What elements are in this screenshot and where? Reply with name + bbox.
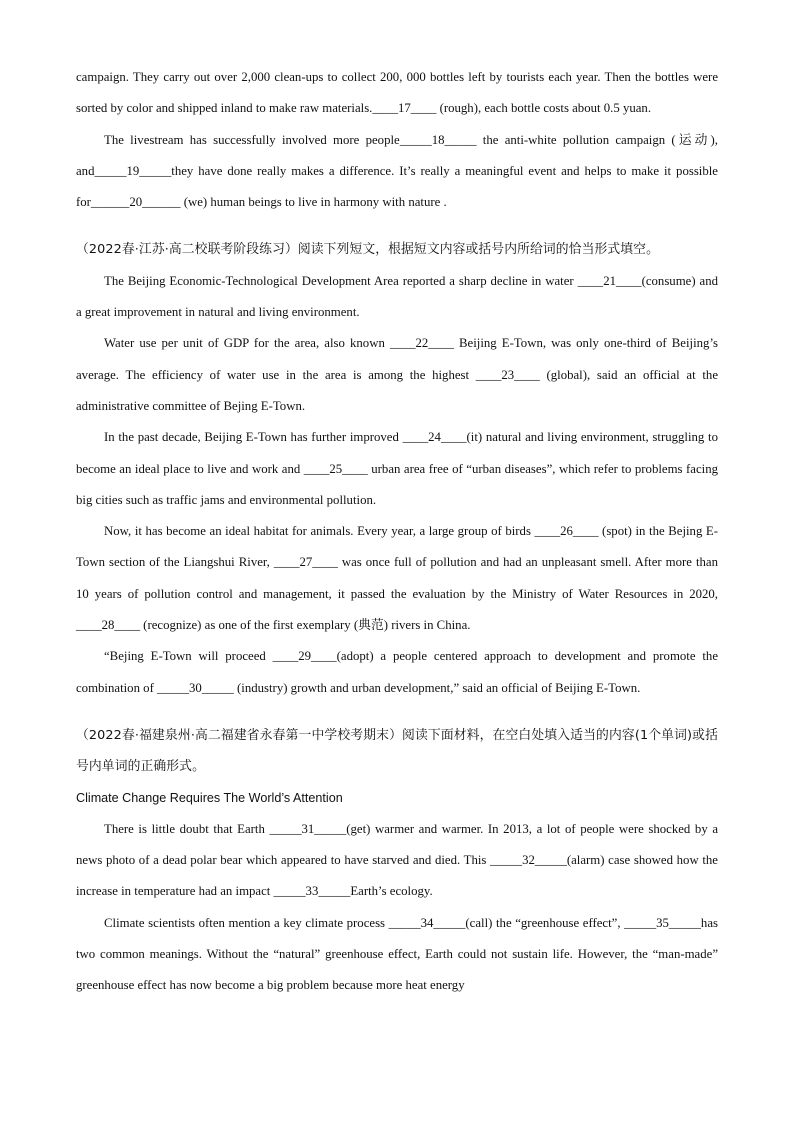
section3-paragraph2 xyxy=(76,908,718,1002)
text: Water use per unit of GDP for the area, also known xyxy=(104,336,390,351)
text: (recognize) as one of the first exemplary (典范) rivers in China. xyxy=(139,618,471,633)
blank-22[interactable]: ____22____ xyxy=(389,336,454,351)
section3-title: Climate Change Requires The World’s Attention xyxy=(76,790,343,805)
blank-21[interactable]: ____21____ xyxy=(577,273,642,288)
text: Earth’s ecology. xyxy=(350,884,433,899)
blank-20[interactable]: ______20______ xyxy=(90,195,181,210)
text: (adopt) a people centered approach to development and promote the combination of xyxy=(76,649,719,695)
section2-paragraph2 xyxy=(76,328,718,422)
text: (alarm) case showed how the increase in temperature had an impact xyxy=(76,853,718,899)
blank-32[interactable]: _____32_____ xyxy=(490,853,567,868)
text: (consume) and a great improvement in natural and living environment. xyxy=(76,273,718,320)
text: the anti-white pollution campaign (运动), and xyxy=(76,132,718,178)
text: “Bejing E-Town will proceed xyxy=(104,649,273,664)
text: (spot) in the Bejing E-Town section of the Liangshui River, xyxy=(76,524,719,570)
blank-29[interactable]: ____29____ xyxy=(272,649,337,664)
blank-34[interactable]: _____34_____ xyxy=(388,915,466,930)
text: Beijing E-Town, was only one-third of Beijing’s average. The efficiency of water use in the area is among the highest xyxy=(76,336,718,382)
text: has two common meanings. Without the “natural” greenhouse effect, Earth could not sustain life. However, the “man-made” greenhouse effect has now become a big problem because more heat energy xyxy=(76,915,718,993)
blank-28[interactable]: ____28____ xyxy=(76,618,140,633)
blank-27[interactable]: ____27____ xyxy=(273,555,338,570)
text: (we) human beings to live in harmony with nature . xyxy=(180,195,447,210)
text: In the past decade, Beijing E-Town has further improved xyxy=(104,430,403,445)
text: urban area free of “urban diseases”, which refer to problems facing big cities such as traffic jams and environmental pollution. xyxy=(76,461,718,507)
blank-31[interactable]: _____31_____ xyxy=(269,821,347,836)
text: (industry) growth and urban development,” said an official of Beijing E-Town. xyxy=(233,680,641,695)
section2-paragraph3 xyxy=(76,422,718,516)
text: (it) natural and living environment, struggling to become an ideal place to live and work and xyxy=(76,430,718,476)
blank-25[interactable]: ____25____ xyxy=(303,461,368,476)
blank-33[interactable]: _____33_____ xyxy=(273,884,351,899)
blank-19[interactable]: _____19_____ xyxy=(94,163,172,178)
blank-35[interactable]: _____35_____ xyxy=(624,915,701,930)
text: Now, it has become an ideal habitat for animals. Every year, a large group of birds xyxy=(104,524,535,539)
worksheet-page xyxy=(76,62,718,1002)
blank-23[interactable]: ____23____ xyxy=(475,367,540,382)
section3-header: （2022春·福建泉州·高二福建省永春第一中学校考期末）阅读下面材料，在空白处填入适当的内容(1个单词)或括号内单词的正确形式。 xyxy=(76,727,718,775)
text: The livestream has successfully involved more people xyxy=(104,132,400,147)
text: (call) the “greenhouse effect”, xyxy=(465,915,625,930)
text: (get) warmer and warmer. In 2013, a lot of people were shocked by a news photo of a dead polar bear which appeared to have starved and died. This xyxy=(76,821,718,868)
section3-paragraph1 xyxy=(76,814,718,908)
section2-paragraph1 xyxy=(76,266,718,329)
text: The Beijing Economic-Technological Development Area reported a sharp decline in water xyxy=(104,273,578,288)
passage1-paragraph2 xyxy=(76,125,718,219)
text: Climate scientists often mention a key climate process xyxy=(104,915,389,930)
blank-26[interactable]: ____26____ xyxy=(534,524,599,539)
section2-paragraph4 xyxy=(76,516,718,641)
blank-18[interactable]: _____18_____ xyxy=(399,132,477,147)
section2-paragraph5 xyxy=(76,641,718,704)
blank-17[interactable]: ____17____ xyxy=(372,101,437,116)
blank-30[interactable]: _____30_____ xyxy=(157,680,234,695)
text: (global), said an official at the administrative committee of Bejing E-Town. xyxy=(76,367,719,413)
text: they have done really makes a difference. It’s really a meaningful event and helps to make it possible for xyxy=(76,163,718,210)
blank-24[interactable]: ____24____ xyxy=(402,430,467,445)
passage1-paragraph1 xyxy=(76,62,718,125)
section2-header: （2022春·江苏·高二校联考阶段练习）阅读下列短文，根据短文内容或括号内所给词的恰当形式填空。 xyxy=(76,242,659,258)
text: was once full of pollution and had an unpleasant smell. After more than 10 years of pollution control and management, it passed the evaluation by the Ministry of Water Resources in 2020, xyxy=(76,555,719,601)
text: (rough), each bottle costs about 0.5 yuan. xyxy=(436,101,652,116)
text: There is little doubt that Earth xyxy=(104,821,270,836)
text: campaign. They carry out over 2,000 clean-ups to collect 200, 000 bottles left by tourists each year. Then the bottles were sorted by color and shipped inland to make raw materials. xyxy=(76,70,718,116)
